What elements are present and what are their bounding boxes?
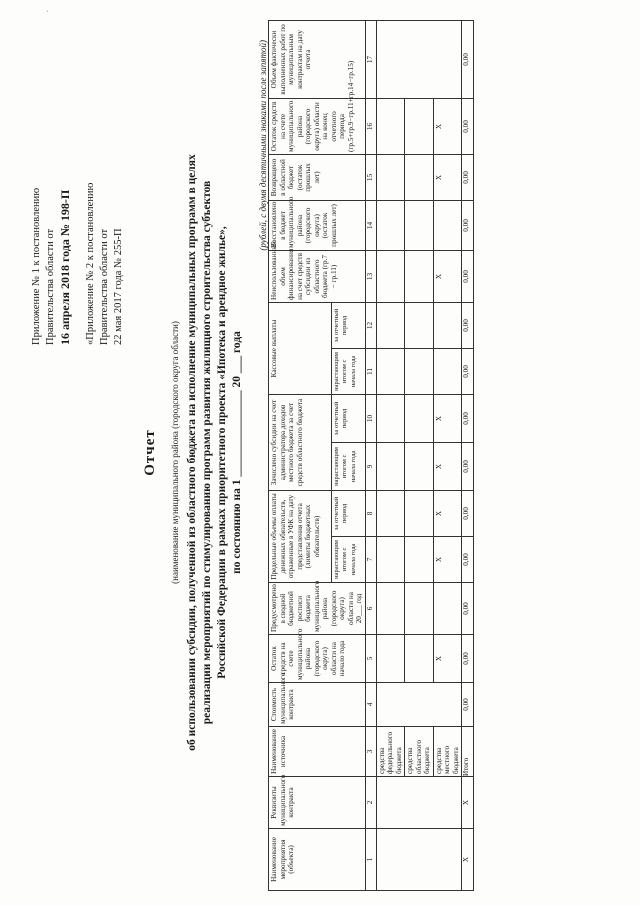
units-note: (рублей, с двумя десятичными знаками после запятой) <box>258 40 268 251</box>
table-cell <box>376 442 405 490</box>
table-cell <box>376 200 405 250</box>
table-cell: X <box>433 442 462 490</box>
table-cell <box>376 635 405 683</box>
table-cell <box>376 348 405 394</box>
table-cell <box>376 98 405 154</box>
source-label: средства федерального бюджета <box>376 727 405 777</box>
col-number: 3 <box>365 727 376 777</box>
header-line: Правительства области от <box>99 228 110 345</box>
table-cell <box>433 302 462 348</box>
table-cell <box>405 200 434 250</box>
table-cell <box>376 583 405 635</box>
total-zero: 0,00 <box>462 490 474 536</box>
org-caption: (наименование муниципального района (городского округа области) <box>170 321 180 584</box>
table-cell <box>405 348 434 394</box>
header-line: Правительства области от <box>45 228 56 345</box>
source-label: средства местного бюджета <box>433 727 462 777</box>
col-subheader: за отчетный период <box>331 302 365 348</box>
col-header: Стоимость муниципального контракта <box>269 683 366 727</box>
table-cell <box>376 154 405 200</box>
table-cell <box>405 154 434 200</box>
table-cell: X <box>433 635 462 683</box>
col-number: 14 <box>365 200 376 250</box>
table-cell: X <box>433 98 462 154</box>
table-cell <box>433 583 462 635</box>
table-cell: X <box>433 154 462 200</box>
col-header: Остаток средств на счете муниципального района (городского округа) области на начало года <box>269 635 366 683</box>
col-number: 12 <box>365 302 376 348</box>
col-number: 5 <box>365 635 376 683</box>
table-cell <box>405 583 434 635</box>
col-number: 15 <box>365 154 376 200</box>
total-row <box>462 20 474 890</box>
total-zero: 0,00 <box>462 200 474 250</box>
table-cell <box>376 302 405 348</box>
table-cell <box>405 98 434 154</box>
header-line: 16 апреля 2018 года № 198-П <box>58 189 72 345</box>
table-cell <box>433 348 462 394</box>
col-subheader: нарастающим итогом с начала года <box>331 348 365 394</box>
total-zero: 0,00 <box>462 394 474 442</box>
column-number-row <box>365 20 376 890</box>
table-cell <box>376 829 462 891</box>
header-line: Приложение № 1 к постановлению <box>31 187 42 345</box>
table-cell <box>405 250 434 302</box>
scan-mark: . <box>40 10 50 13</box>
col-number: 7 <box>365 537 376 583</box>
total-zero: 0,00 <box>462 537 474 583</box>
col-header: Предельные объемы оплаты денежных обязательств, отраженные в УФК на дату представления отчета (лимиты бюджетных обязательств) <box>269 490 332 582</box>
col-header: Наименование источника <box>269 727 366 777</box>
heading-line: Российской Федерации в рамках приоритетного проекта «Ипотека и арендное жилье», <box>216 226 228 679</box>
table-cell <box>376 683 462 727</box>
total-label: Итого <box>462 727 474 777</box>
col-number: 9 <box>365 442 376 490</box>
total-zero: 0,00 <box>462 635 474 683</box>
table-cell <box>405 490 434 536</box>
table-cell <box>376 777 462 829</box>
heading-line: об использовании субсидии, полученной из областного бюджета на исполнение муниципальных программ в целях <box>186 154 198 751</box>
report-title: Отчет <box>142 429 158 476</box>
report-heading <box>185 40 245 865</box>
appendix-header <box>30 45 126 345</box>
col-number: 16 <box>365 98 376 154</box>
col-subheader: за отчетный период <box>331 394 365 442</box>
table-cell <box>376 20 462 98</box>
table-cell <box>376 394 405 442</box>
table-cell <box>405 394 434 442</box>
table-cell <box>433 200 462 250</box>
col-number: 1 <box>365 829 376 891</box>
header-row <box>269 20 332 890</box>
col-number: 6 <box>365 583 376 635</box>
table-row <box>405 20 434 890</box>
table-cell: X <box>433 250 462 302</box>
report-table <box>268 20 474 891</box>
total-zero: 0,00 <box>462 442 474 490</box>
table-cell <box>405 537 434 583</box>
col-number: 17 <box>365 20 376 98</box>
col-header: Зачислено субсидии на счет администратора доходов местного бюджета за счет средств областного бюджета <box>269 394 332 490</box>
total-zero: 0,00 <box>462 98 474 154</box>
col-header: Остаток средств на счете муниципального района (городского округа) области на конец отчетного периода (гр.5+гр.9−гр.11+гр.14−гр.15) <box>269 98 366 154</box>
table-row <box>376 20 405 890</box>
table-cell: X <box>433 537 462 583</box>
heading-line: реализации мероприятий по стимулированию программ развития жилищного строительства субъектов <box>201 180 213 725</box>
total-zero: 0,00 <box>462 683 474 727</box>
table-cell <box>376 490 405 536</box>
col-header: Предусмотрено в сводной бюджетной росписи бюджета муниципального района (городского округа) области на 20___ год <box>269 583 366 635</box>
header-line: «Приложение № 2 к постановлению <box>85 182 96 345</box>
col-header: Возвращено в областной бюджет (остаток прошлых лет) <box>269 154 366 200</box>
total-x: X <box>462 829 474 891</box>
total-zero: 0,00 <box>462 583 474 635</box>
col-header: Восстановлено в бюджет муниципального района (городского округа) (остаток прошлых лет) <box>269 200 366 250</box>
col-number: 2 <box>365 777 376 829</box>
table-cell <box>376 537 405 583</box>
col-number: 10 <box>365 394 376 442</box>
total-zero: 0,00 <box>462 20 474 98</box>
col-header: Неиспользованный объем финансирования на счет средств субсидии из областного бюджета (гр.7 − гр.11) <box>269 250 366 302</box>
table-row <box>433 20 462 890</box>
table-cell <box>405 302 434 348</box>
table-cell <box>405 635 434 683</box>
total-x: X <box>462 777 474 829</box>
col-number: 13 <box>365 250 376 302</box>
total-zero: 0,00 <box>462 154 474 200</box>
heading-line: по состоянию на 1 _______________ 20 ___ года <box>231 331 243 574</box>
table-cell: X <box>433 490 462 536</box>
total-zero: 0,00 <box>462 250 474 302</box>
table-cell: X <box>433 394 462 442</box>
total-zero: 0,00 <box>462 302 474 348</box>
header-line: 22 мая 2017 года № 255-П <box>113 228 124 345</box>
col-header: Реквизиты муниципального контракта <box>269 777 366 829</box>
col-subheader: за отчетный период <box>331 490 365 536</box>
table-cell <box>376 250 405 302</box>
col-number: 8 <box>365 490 376 536</box>
col-subheader: нарастающим итогом с начала года <box>331 537 365 583</box>
source-label: средства областного бюджета <box>405 727 434 777</box>
table-cell <box>405 442 434 490</box>
total-zero: 0,00 <box>462 348 474 394</box>
col-number: 11 <box>365 348 376 394</box>
col-subheader: нарастающим итогом с начала года <box>331 442 365 490</box>
col-header: Кассовые выплаты <box>269 302 332 394</box>
col-number: 4 <box>365 683 376 727</box>
col-header: Объем фактически выполненных работ по муниципальным контрактам на дату отчета <box>269 20 366 98</box>
col-header: Наименование мероприятия (объекта) <box>269 829 366 891</box>
